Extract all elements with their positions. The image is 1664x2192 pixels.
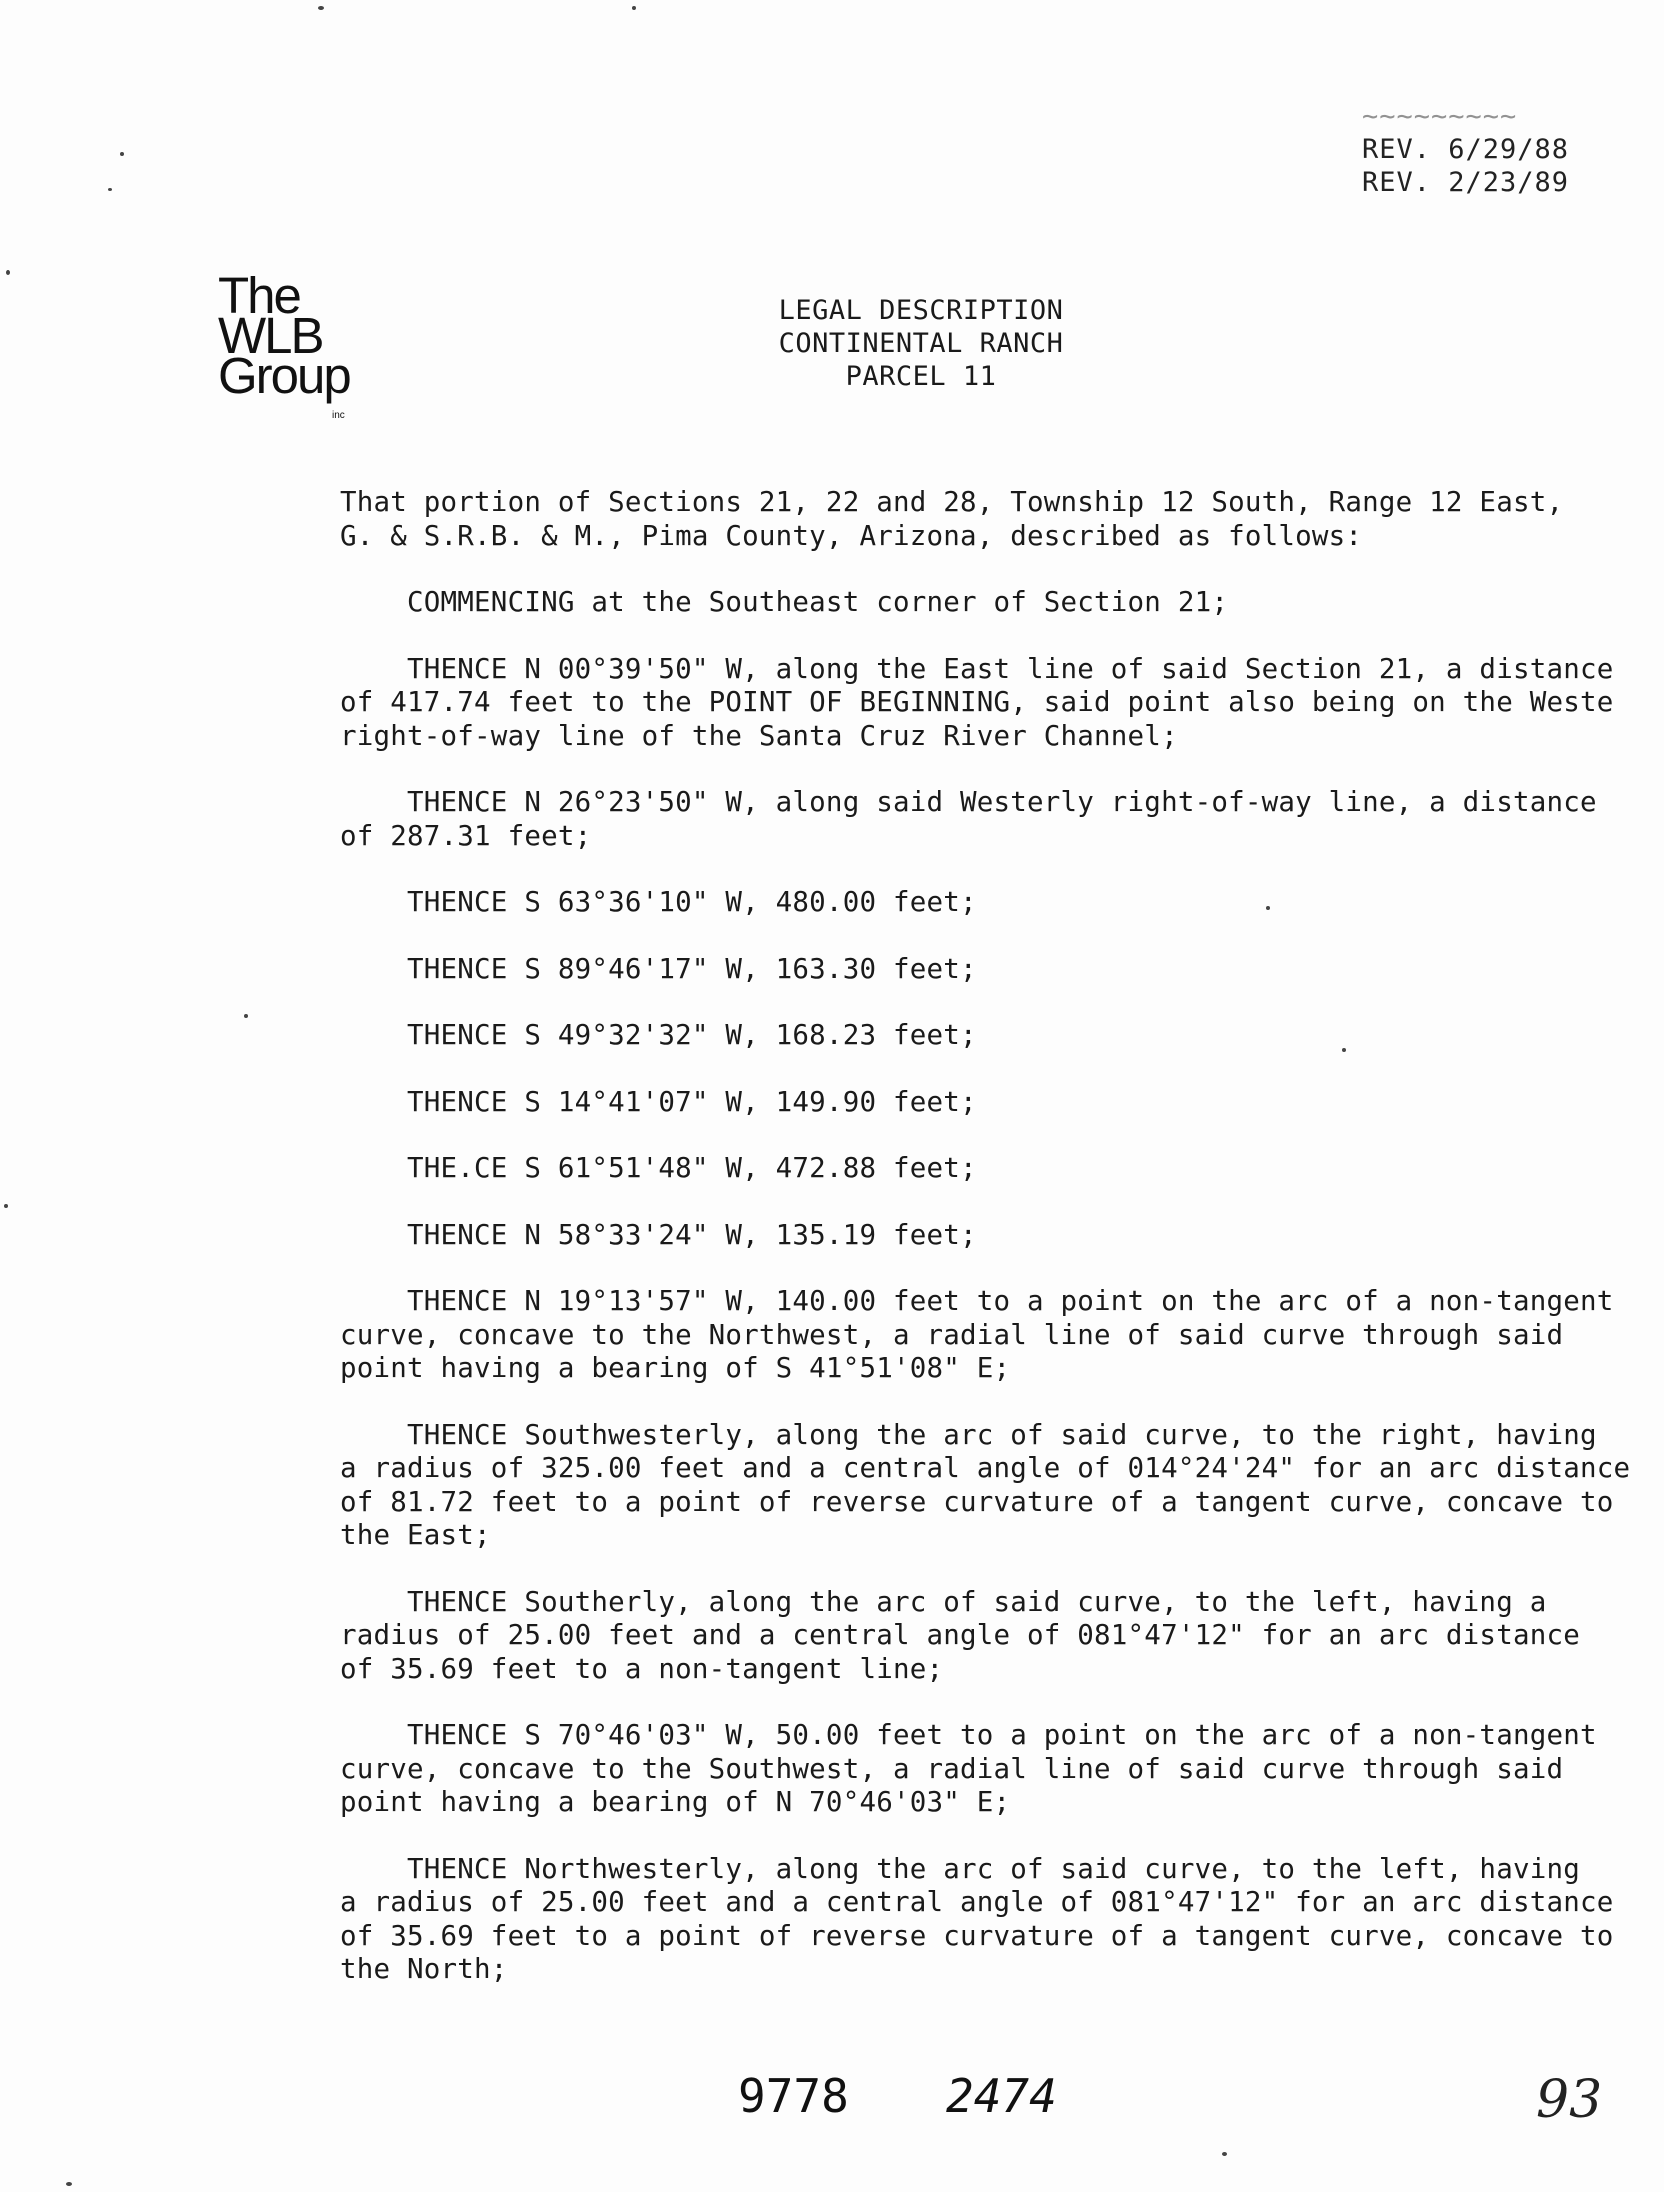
paragraph-course: THENCE S 89°46'17" W, 163.30 feet; [340,952,977,985]
paragraph-course: THENCE S 63°36'10" W, 480.00 feet; [340,886,977,918]
recording-page-number: 2474 [946,2069,1057,2123]
paragraph-course: THENCE N 00°39'50" W, along the East line of said Section 21, a distance of 417.74 feet to the POINT OF BEGINNING, said point also being on the Weste right-of-way line of the Santa Cruz River Channel; [340,652,1614,752]
heading-project: CONTINENTAL RANCH [778,328,1064,359]
revision-date-2: REV. 2/23/89 [1362,167,1570,198]
logo-line-wlb: WLB [218,307,323,364]
paragraph-course: THENCE Southwesterly, along the arc of said curve, to the right, having a radius of 325.00 feet and a central angle of 014°24'24" for an arc distance of 81.72 feet to a point of reverse curvature of a tangent curve, concave to the East; [340,1418,1631,1551]
paragraph-course: THENCE Northwesterly, along the arc of said curve, to the left, having a radius of 25.00 feet and a central angle of 081°47'12" for an arc distance of 35.69 feet to a point of reverse curvature of a tangent curve, concave to the North; [340,1852,1614,1985]
heading-title: LEGAL DESCRIPTION [778,295,1064,326]
legal-description-body [340,486,1630,1987]
paragraph-course: THENCE N 58°33'24" W, 135.19 feet; [340,1218,977,1251]
document-heading [700,294,1142,393]
paragraph-course: THENCE N 26°23'50" W, along said Westerly right-of-way line, a distance of 287.31 feet; [340,786,1597,852]
paragraph-course: THE.CE S 61°51'48" W, 472.88 feet; [340,1152,977,1184]
paragraph-course: THENCE S 49°32'32" W, 168.23 feet; [340,1019,977,1051]
company-logo [218,267,350,421]
paragraph-course: THENCE S 70°46'03" W, 50.00 feet to a point on the arc of a non-tangent curve, concave to the Southwest, a radial line of said curve through said point having a bearing of N 70°46'03" E; [340,1719,1597,1818]
logo-line-the: The [218,267,300,324]
heading-parcel: PARCEL 11 [845,361,997,392]
revision-date-1: REV. 6/29/88 [1362,134,1570,165]
paragraph-course: THENCE S 14°41'07" W, 149.90 feet; [340,1085,977,1118]
recording-book-number: 9778 [738,2069,849,2123]
paragraph-commencing: COMMENCING at the Southeast corner of Section 21; [340,586,1229,618]
logo-line-group: Group [218,347,350,404]
paragraph-intro: That portion of Sections 21, 22 and 28, Township 12 South, Range 12 East, G. & S.R.B. & M., Pima County, Arizona, described as follows: [340,486,1564,552]
logo-suffix: inc [332,410,345,421]
handwritten-page-number: 93 [1536,2070,1603,2130]
revision-block [1362,100,1569,199]
revision-smudged-line: ~~~~~~~~~ [1362,101,1518,132]
paragraph-course: THENCE N 19°13'57" W, 140.00 feet to a point on the arc of a non-tangent curve, concave to the Northwest, a radial line of said curve through said point having a bearing of S 41°51'08" E; [340,1285,1614,1384]
paragraph-course: THENCE Southerly, along the arc of said curve, to the left, having a radius of 25.00 feet and a central angle of 081°47'12" for an arc distance of 35.69 feet to a non-tangent line; [340,1585,1580,1685]
